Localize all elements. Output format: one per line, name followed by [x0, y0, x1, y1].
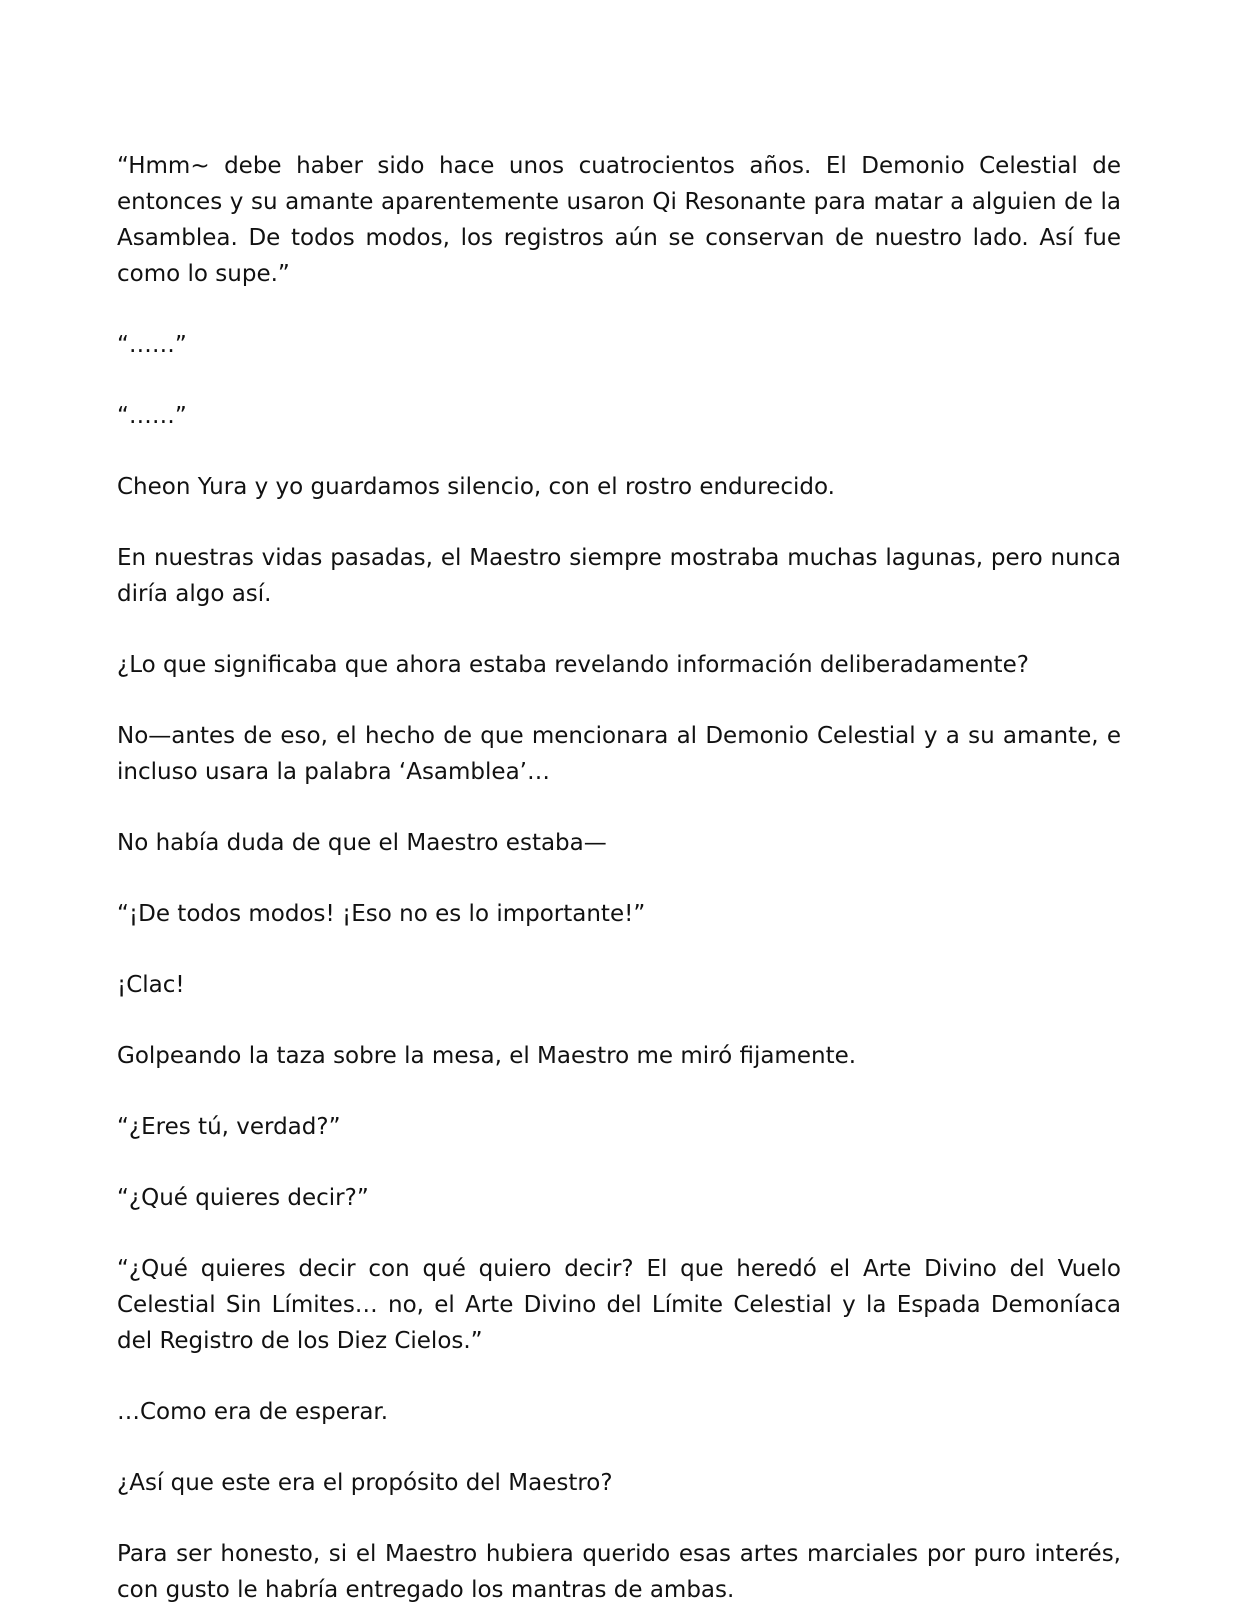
paragraph: “……”: [117, 332, 187, 358]
paragraph: Cheon Yura y yo guardamos silencio, con el rostro endurecido.: [117, 474, 835, 500]
paragraph: “Hmm~ debe haber sido hace unos cuatrocientos años. El Demonio Celestial de entonces y su amante aparentemente usaron Qi Resonante para matar a alguien de la Asamblea. De todos modos, los registros aún se conservan de nuestro lado. Así fue como lo supe.”: [117, 153, 1121, 287]
paragraph: ¡Clac!: [117, 972, 185, 998]
paragraph: ¿Lo que significaba que ahora estaba revelando información deliberadamente?: [117, 652, 1029, 678]
paragraph: “……”: [117, 403, 187, 429]
paragraph: En nuestras vidas pasadas, el Maestro siempre mostraba muchas lagunas, pero nunca diría algo así.: [117, 545, 1121, 607]
paragraph: “¿Qué quieres decir?”: [117, 1185, 369, 1211]
paragraph: “¿Qué quieres decir con qué quiero decir? El que heredó el Arte Divino del Vuelo Celestial Sin Límites… no, el Arte Divino del Límite Celestial y la Espada Demoníaca del Registro de los Diez Cielos.”: [117, 1256, 1121, 1354]
paragraph: …Como era de esperar.: [117, 1399, 389, 1425]
paragraph: ¿Así que este era el propósito del Maestro?: [117, 1470, 613, 1496]
paragraph: No había duda de que el Maestro estaba—: [117, 830, 607, 856]
paragraph: “¿Eres tú, verdad?”: [117, 1114, 341, 1140]
paragraph: No—antes de eso, el hecho de que mencionara al Demonio Celestial y a su amante, e incluso usara la palabra ‘Asamblea’…: [117, 723, 1121, 785]
paragraph: Golpeando la taza sobre la mesa, el Maestro me miró fijamente.: [117, 1043, 857, 1069]
paragraph: “¡De todos modos! ¡Eso no es lo importante!”: [117, 901, 646, 927]
paragraph: Para ser honesto, si el Maestro hubiera querido esas artes marciales por puro interés, con gusto le habría entregado los mantras de ambas.: [117, 1541, 1121, 1603]
document-body: [117, 148, 1121, 1619]
